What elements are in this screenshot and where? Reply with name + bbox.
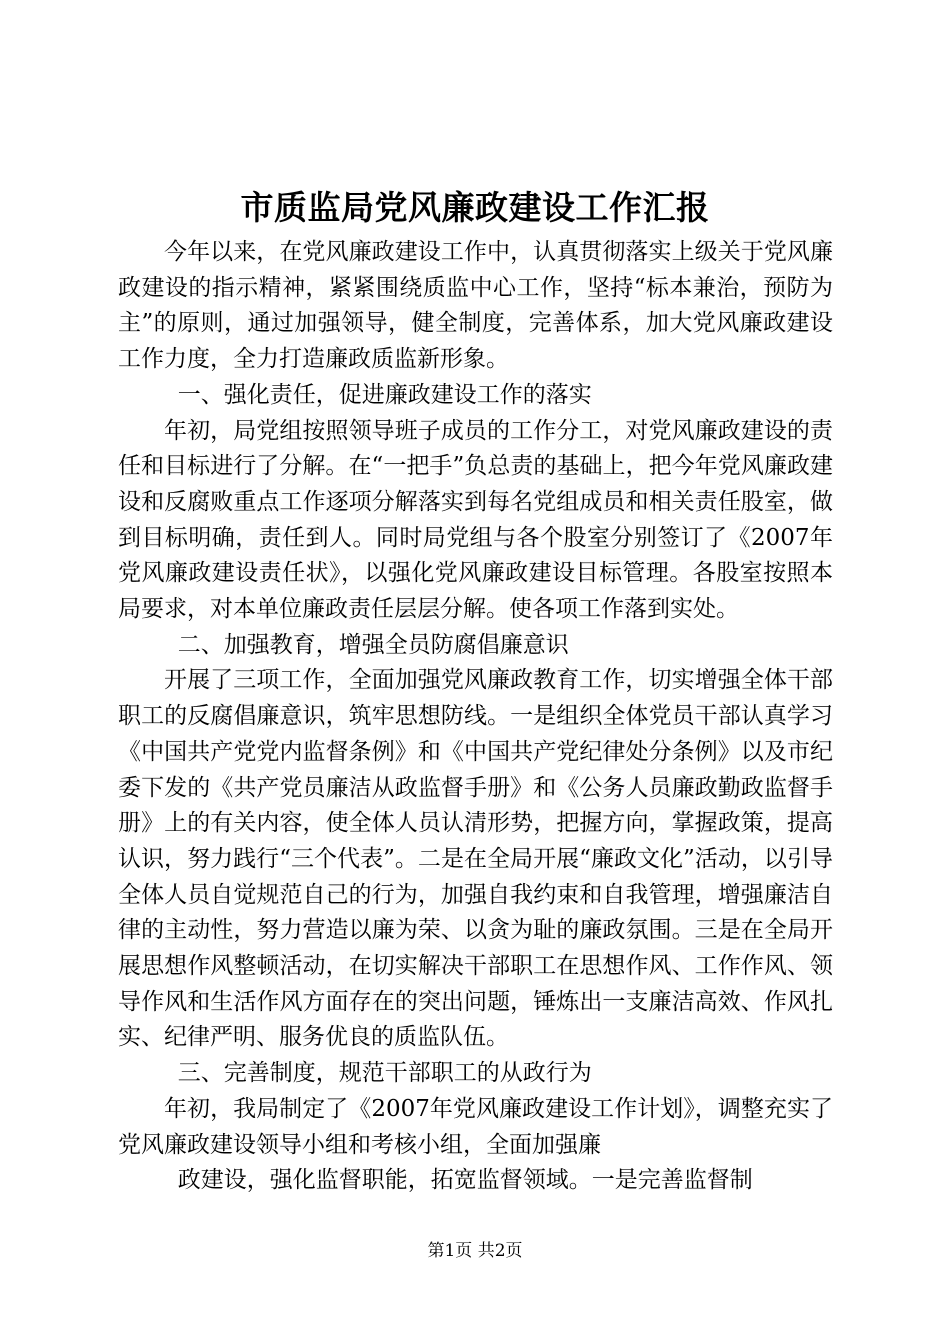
paragraph-section-1: 年初，局党组按照领导班子成员的工作分工，对党风廉政建设的责任和目标进行了分解。在“一把手”负总责的基础上，把今年党风廉政建设和反腐败重点工作逐项分解落实到每名党组成员和相关责任股室，做到目标明确，责任到人。同时局党组与各个股室分别签订了《2007年党风廉政建设责任状》，以强化党风廉政建设目标管理。各股室按照本局要求，对本单位廉政责任层层分解。使各项工作落到实处。 <box>118 417 833 623</box>
page-footer: 第1页 共2页 <box>427 1241 523 1261</box>
document-body <box>118 235 833 1199</box>
section-heading-1: 一、强化责任，促进廉政建设工作的落实 <box>177 381 592 408</box>
paragraph-section-3-continued: 政建设，强化监督职能，拓宽监督领域。一是完善监督制 <box>177 1167 753 1194</box>
document-title: 市质监局党风廉政建设工作汇报 <box>240 188 710 227</box>
section-heading-2: 二、加强教育，增强全员防腐倡廉意识 <box>177 631 569 658</box>
paragraph-section-2: 开展了三项工作，全面加强党风廉政教育工作，切实增强全体干部职工的反腐倡廉意识，筑牢思想防线。一是组织全体党员干部认真学习《中国共产党党内监督条例》和《中国共产党纪律处分条例》以及市纪委下发的《共产党员廉洁从政监督手册》和《公务人员廉政勤政监督手册》上的有关内容，使全体人员认清形势，把握方向，掌握政策，提高认识，努力践行“三个代表”。二是在全局开展“廉政文化”活动，以引导全体人员自觉规范自己的行为，加强自我约束和自我管理，增强廉洁自律的主动性，努力营造以廉为荣、以贪为耻的廉政氛围。三是在全局开展思想作风整顿活动，在切实解决干部职工在思想作风、工作作风、领导作风和生活作风方面存在的突出问题，锤炼出一支廉洁高效、作风扎实、纪律严明、服务优良的质监队伍。 <box>118 667 833 1051</box>
paragraph-intro: 今年以来，在党风廉政建设工作中，认真贯彻落实上级关于党风廉政建设的指示精神，紧紧围绕质监中心工作，坚持“标本兼治，预防为主”的原则，通过加强领导，健全制度，完善体系，加大党风廉政建设工作力度，全力打造廉政质监新形象。 <box>118 239 833 373</box>
section-heading-3: 三、完善制度，规范干部职工的从政行为 <box>177 1060 592 1087</box>
paragraph-section-3: 年初，我局制定了《2007年党风廉政建设工作计划》，调整充实了党风廉政建设领导小组和考核小组，全面加强廉 <box>118 1095 833 1158</box>
